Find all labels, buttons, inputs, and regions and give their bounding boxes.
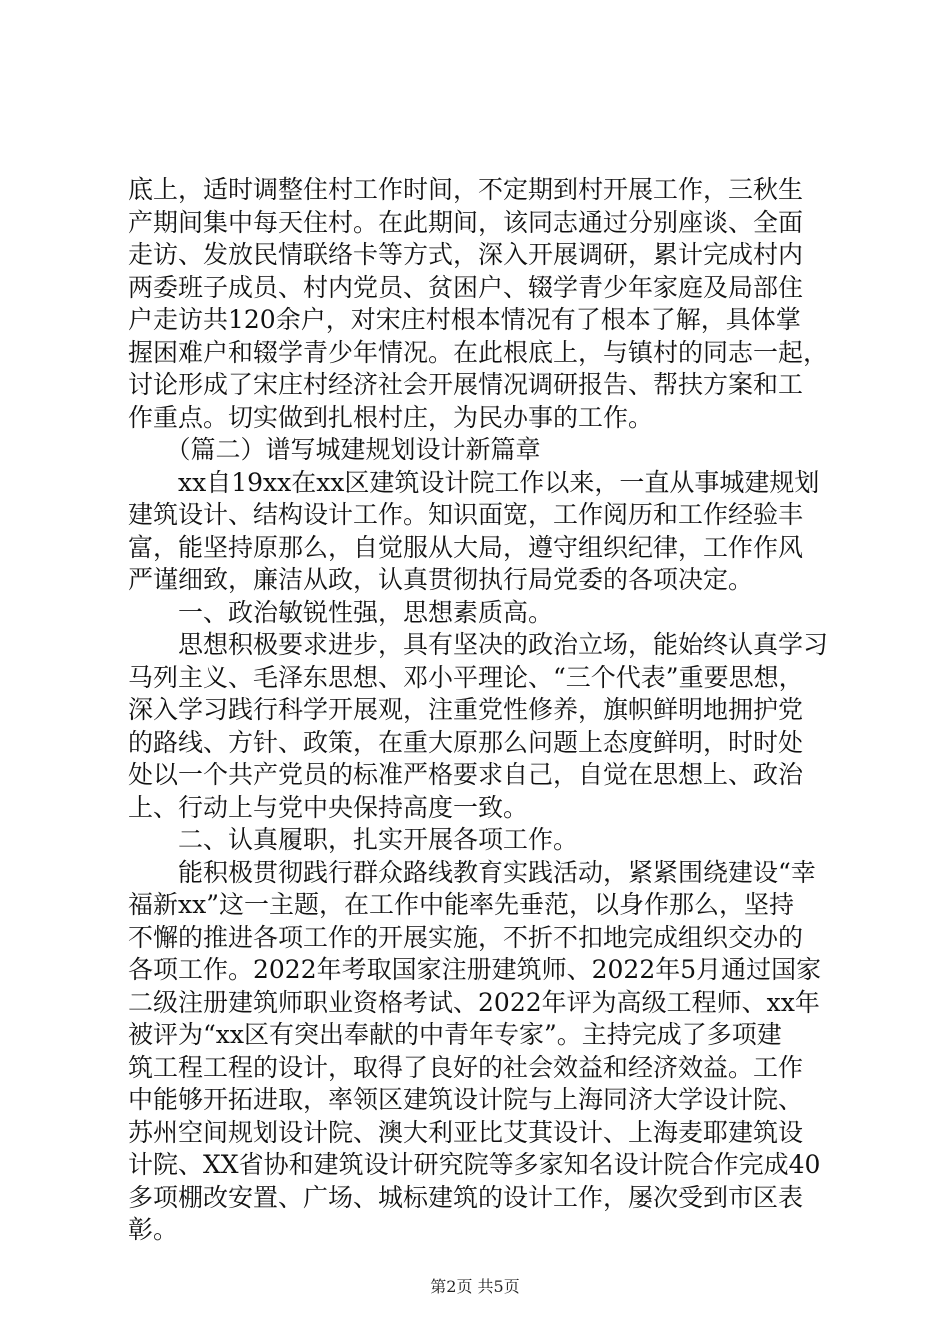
- text-line: 苏州空间规划设计院、澳大利亚比艾萁设计、上海麦耶建筑设: [128, 1117, 804, 1147]
- text-line: 严谨细致，廉洁从政，认真贯彻执行局党委的各项决定。: [128, 565, 754, 594]
- text-line: 深入学习践行科学开展观，注重党性修养，旗帜鲜明地拥护党: [128, 695, 804, 724]
- text-line: 中能够开拓进取，率领区建筑设计院与上海同济大学设计院、: [128, 1085, 804, 1114]
- text-line: 上、行动上与党中央保持高度一致。: [128, 792, 529, 822]
- text-line: 彰。: [128, 1215, 179, 1244]
- text-line: 计院、XX省协和建筑设计研究院等多家知名设计院合作完成40: [128, 1150, 821, 1179]
- text-line: 作重点。切实做到扎根村庄，为民办事的工作。: [128, 402, 654, 432]
- text-line: 走访、发放民情联络卡等方式，深入开展调研，累计完成村内: [128, 240, 804, 269]
- text-line: 富，能坚持原那么，自觉服从大局，遵守组织纪律，工作作风: [128, 532, 804, 562]
- page-footer: 第2页 共5页: [430, 1277, 520, 1296]
- text-line: 讨论形成了宋庄村经济社会开展情况调研报告、帮扶方案和工: [128, 370, 804, 399]
- text-line: 建筑设计、结构设计工作。知识面宽，工作阅历和工作经验丰: [128, 500, 804, 529]
- text-line: 多项棚改安置、广场、城标建筑的设计工作，屡次受到市区表: [128, 1182, 804, 1212]
- section-heading: （篇二）谱写城建规划设计新篇章: [128, 435, 541, 464]
- text-line: 被评为“xx区有突出奉献的中青年专家”。主持完成了多项建: [128, 1020, 782, 1049]
- text-line: 能积极贯彻践行群众路线教育实践活动，紧紧围绕建设“幸: [128, 857, 816, 887]
- document-body: [128, 174, 836, 1247]
- text-line: 筑工程工程的设计，取得了良好的社会效益和经济效益。工作: [128, 1052, 804, 1082]
- text-line: 不懈的推进各项工作的开展实施，不折不扣地完成组织交办的: [128, 922, 804, 952]
- text-line: 产期间集中每天住村。在此期间，该同志通过分别座谈、全面: [128, 207, 804, 237]
- subsection-heading: 一、政治敏锐性强，思想素质高。: [128, 597, 554, 627]
- text-line: 思想积极要求进步，具有坚决的政治立场，能始终认真学习: [128, 630, 829, 659]
- subsection-heading: 二、认真履职，扎实开展各项工作。: [128, 825, 579, 854]
- text-line: 二级注册建筑师职业资格考试、2022年评为高级工程师、xx年: [128, 987, 820, 1017]
- text-line: 处以一个共产党员的标准严格要求自己，自觉在思想上、政治: [128, 760, 804, 789]
- text-line: 握困难户和辍学青少年情况。在此根底上，与镇村的同志一起，: [128, 337, 829, 367]
- text-line: 的路线、方针、政策，在重大原那么问题上态度鲜明，时时处: [128, 727, 804, 757]
- text-line: 各项工作。2022年考取国家注册建筑师、2022年5月通过国家: [128, 955, 822, 984]
- text-line: 户走访共120余户，对宋庄村根本情况有了根本了解，具体掌: [128, 305, 801, 334]
- text-line: 底上，适时调整住村工作时间，不定期到村开展工作，三秋生: [128, 175, 804, 204]
- text-line: 马列主义、毛泽东思想、邓小平理论、“三个代表”重要思想，: [128, 662, 804, 692]
- text-line: 福新xx”这一主题，在工作中能率先垂范，以身作那么，坚持: [128, 890, 794, 919]
- text-line: xx自19xx在xx区建筑设计院工作以来，一直从事城建规划: [128, 467, 820, 497]
- text-line: 两委班子成员、村内党员、贫困户、辍学青少年家庭及局部住: [128, 272, 804, 302]
